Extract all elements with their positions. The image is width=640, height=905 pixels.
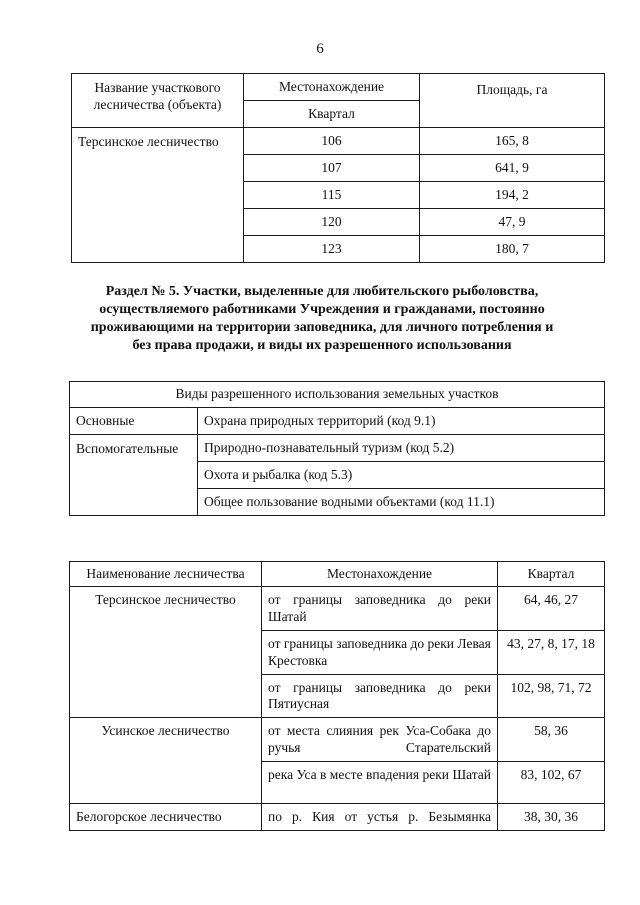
forestry-name: Усинское лесничество — [70, 718, 262, 804]
forestry-name: Терсинское лесничество — [72, 128, 244, 263]
header-location: Местонахождение — [244, 74, 420, 101]
location-cell: от границы заповедника до реки Левая Крестовка — [262, 630, 498, 674]
area-cell: 47, 9 — [420, 209, 605, 236]
forestry-name: Терсинское лесничество — [70, 587, 262, 718]
permitted-use-title: Виды разрешенного использования земельных участков — [70, 382, 605, 408]
forestry-name: Белогорское лесничество — [70, 804, 262, 831]
quarter-cell: 115 — [244, 182, 420, 209]
quarter-cell: 83, 102, 67 — [498, 762, 605, 804]
location-cell: от границы заповедника до реки Пятиусная — [262, 674, 498, 718]
header-quarter: Квартал — [498, 562, 605, 587]
quarter-cell: 64, 46, 27 — [498, 587, 605, 631]
main-use-value: Охрана природных территорий (код 9.1) — [198, 408, 605, 435]
area-cell: 165, 8 — [420, 128, 605, 155]
header-area: Площадь, га — [420, 74, 605, 128]
table-row — [72, 128, 605, 155]
quarter-cell: 123 — [244, 236, 420, 263]
section-title: Раздел № 5. Участки, выделенные для любительского рыболовства, осуществляемого работниками Учреждения и гражданами, постоянно проживающими на территории заповедника, для личного потребления и без права продажи, и виды их разрешенного использования — [90, 284, 554, 353]
quarter-cell: 107 — [244, 155, 420, 182]
fishing-areas-table — [69, 561, 605, 831]
header-forestry-name: Название участкового лесничества (объекта) — [72, 74, 244, 128]
table-row — [70, 804, 605, 831]
aux-use-value: Природно-познавательный туризм (код 5.2) — [198, 435, 605, 462]
forest-plots-table — [71, 73, 605, 263]
header-forestry-name: Наименование лесничества — [70, 562, 262, 587]
quarter-cell: 43, 27, 8, 17, 18 — [498, 630, 605, 674]
aux-use-label: Вспомогательные — [70, 435, 198, 516]
main-use-label: Основные — [70, 408, 198, 435]
quarter-cell: 120 — [244, 209, 420, 236]
header-quarter: Квартал — [244, 101, 420, 128]
quarter-cell: 38, 30, 36 — [498, 804, 605, 831]
location-cell: река Уса в месте впадения реки Шатай — [262, 762, 498, 804]
aux-use-value: Общее пользование водными объектами (код 11.1) — [198, 489, 605, 516]
location-cell: от места слияния рек Уса-Собака до ручья Старательский — [262, 718, 498, 762]
area-cell: 194, 2 — [420, 182, 605, 209]
table-row — [70, 587, 605, 631]
quarter-cell: 58, 36 — [498, 718, 605, 762]
area-cell: 641, 9 — [420, 155, 605, 182]
quarter-cell: 106 — [244, 128, 420, 155]
location-cell: по р. Кия от устья р. Безымянка — [262, 804, 498, 831]
location-cell: от границы заповедника до реки Шатай — [262, 587, 498, 631]
page-number: 6 — [316, 41, 324, 57]
quarter-cell: 102, 98, 71, 72 — [498, 674, 605, 718]
header-location: Местонахождение — [262, 562, 498, 587]
aux-use-value: Охота и рыбалка (код 5.3) — [198, 462, 605, 489]
area-cell: 180, 7 — [420, 236, 605, 263]
table-row — [70, 718, 605, 762]
permitted-use-table — [69, 381, 605, 516]
